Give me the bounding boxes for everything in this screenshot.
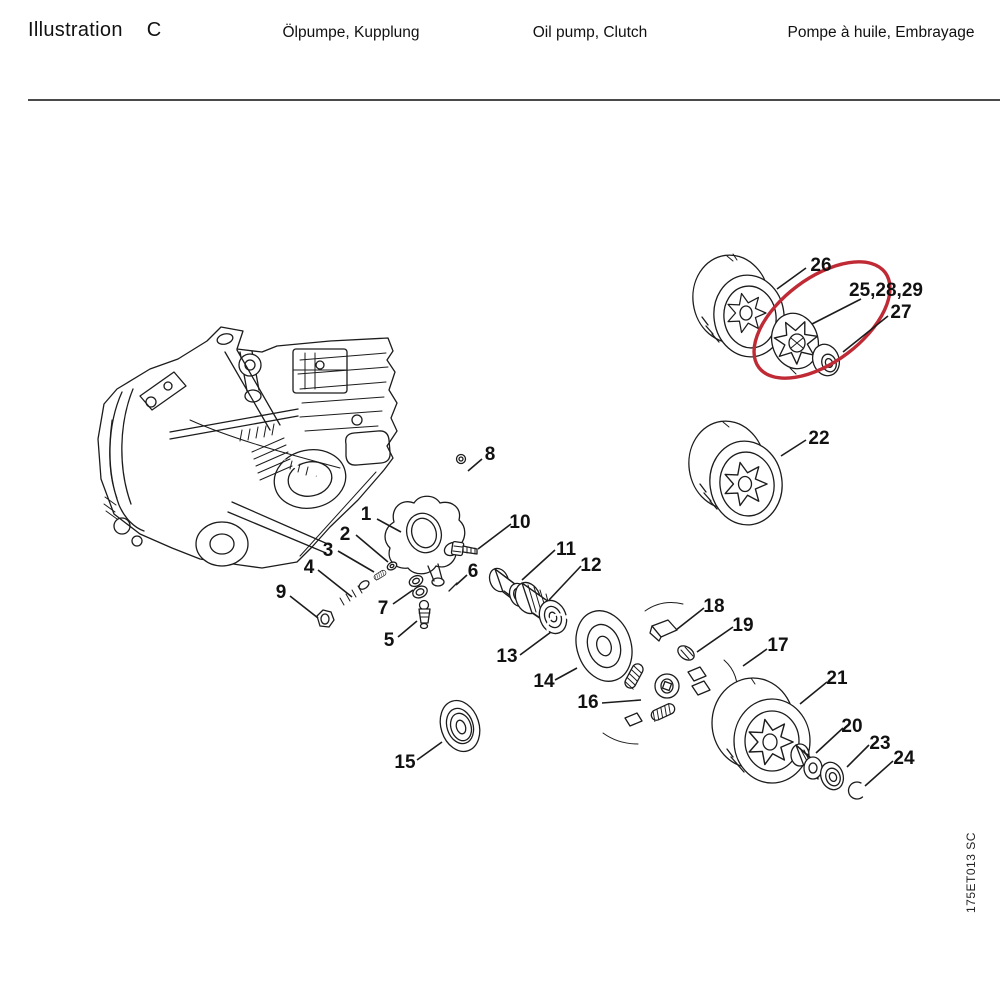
title-english: Oil pump, Clutch <box>532 24 648 41</box>
part-label-1: 1 <box>360 504 372 525</box>
part-label-9: 9 <box>275 582 287 603</box>
screw-10-drawing <box>451 541 477 555</box>
o-rings-7-drawing <box>408 574 430 601</box>
part-label-13: 13 <box>496 646 518 667</box>
part-label-5: 5 <box>383 630 395 651</box>
part-label-2: 2 <box>339 524 351 545</box>
part-label-10: 10 <box>509 512 531 533</box>
clutch-hub-16-drawing <box>647 658 695 707</box>
part-label-14: 14 <box>533 671 555 692</box>
part-label-23: 23 <box>869 733 891 754</box>
part-label-24: 24 <box>893 748 915 769</box>
nut-9-drawing <box>317 610 334 627</box>
washer-15-drawing <box>434 695 486 756</box>
part-label-17: 17 <box>767 635 789 656</box>
part-label-8: 8 <box>484 444 496 465</box>
worm-gear-12-drawing <box>511 579 572 638</box>
illustration-label: Illustration <box>28 19 123 41</box>
nut-19-drawing <box>675 643 697 663</box>
e-clip-24-drawing <box>849 782 863 799</box>
part-label-7: 7 <box>377 598 389 619</box>
part-label-20: 20 <box>841 716 863 737</box>
part-label-4: 4 <box>303 557 315 578</box>
clutch-drum-21-drawing <box>712 678 810 783</box>
block-18-drawing <box>650 620 677 641</box>
part-label-21: 21 <box>826 668 848 689</box>
o-ring-8-drawing <box>457 455 466 464</box>
part-label-15: 15 <box>394 752 416 773</box>
title-french: Pompe à huile, Embrayage <box>787 24 975 41</box>
illustration-letter: C <box>146 19 162 41</box>
part-label-27: 27 <box>890 302 912 323</box>
part-label-3: 3 <box>322 540 334 561</box>
title-german: Ölpumpe, Kupplung <box>282 24 420 41</box>
oil-pump-drive-drawing <box>434 566 641 757</box>
part-label-18: 18 <box>703 596 725 617</box>
part-label-22: 22 <box>808 428 830 449</box>
drawing-code: 175ET013 SC <box>964 832 978 913</box>
part-label-16: 16 <box>577 692 599 713</box>
part-label-19: 19 <box>732 615 754 636</box>
part-label-11: 11 <box>555 539 577 560</box>
part-label-12: 12 <box>580 555 602 576</box>
part-labels <box>276 255 923 773</box>
part-label-25-28-29: 25,28,29 <box>849 280 923 301</box>
part-label-6: 6 <box>467 561 479 582</box>
part-label-26: 26 <box>810 255 832 276</box>
valve-5-drawing <box>419 601 430 629</box>
crankcase-drawing <box>98 327 397 568</box>
clutch-drum-22-drawing <box>683 416 787 529</box>
spring-3-drawing <box>373 569 387 581</box>
